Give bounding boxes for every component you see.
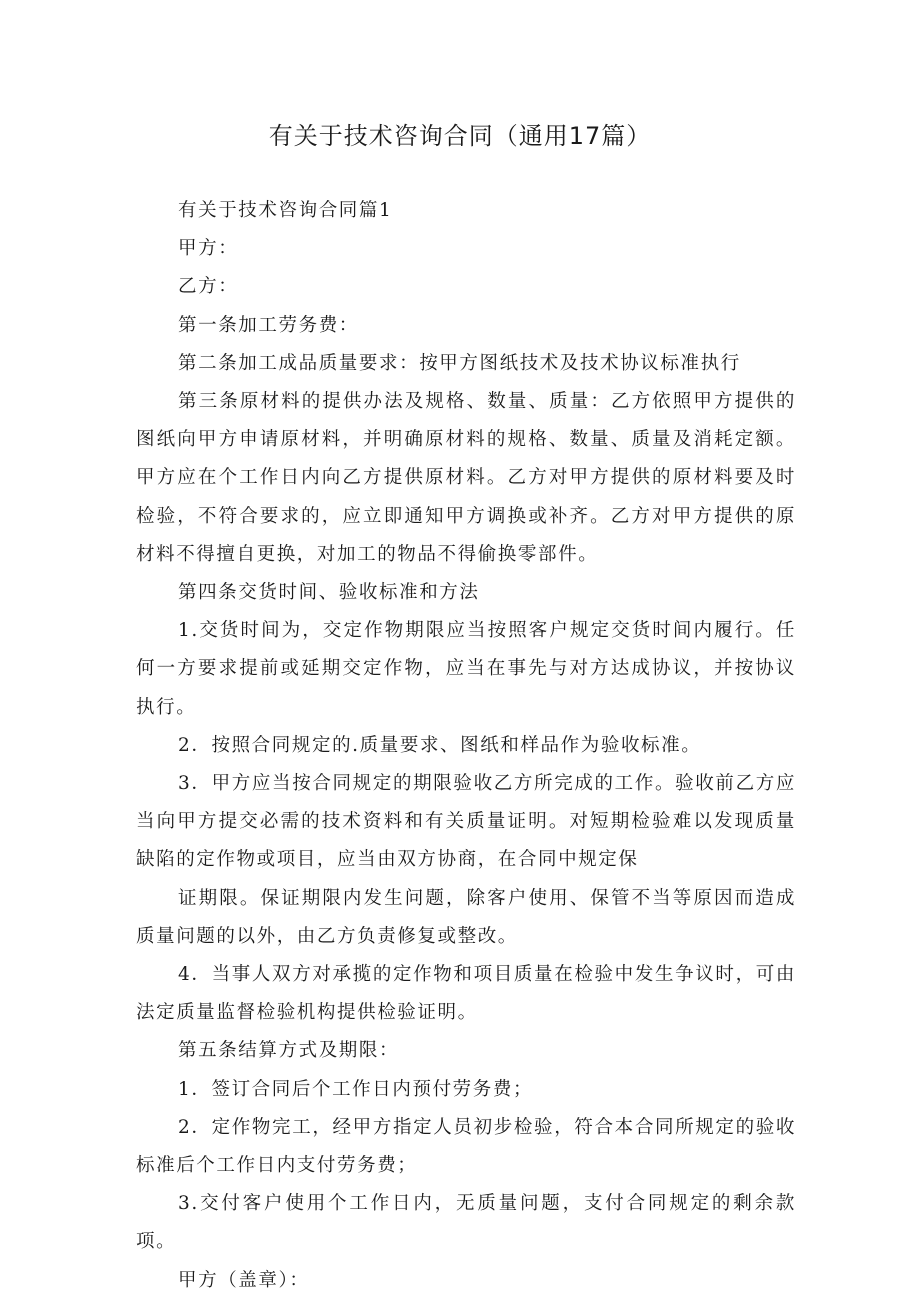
section-heading: 有关于技术咨询合同篇1 (178, 200, 393, 221)
party-a-seal-line: 甲方（盖章）： (178, 1269, 310, 1291)
document-body (136, 192, 796, 1300)
article-4-item-1: 1.交货时间为，交定作物期限应当按照客户规定交货时间内履行。任何一方要求提前或延期交定作物，应当在事先与对方达成协议，并按协议执行。 (136, 620, 796, 718)
article-5-item-2: 2．定作物完工，经甲方指定人员初步检验，符合本合同所规定的验收标准后个工作日内支付劳务费； (136, 1116, 796, 1177)
article-4-item-3-continued: 证期限。保证期限内发生问题，除客户使用、保管不当等原因而造成质量问题的以外，由乙方负责修复或整改。 (136, 887, 796, 947)
article-4-item-3: 3．甲方应当按合同规定的期限验收乙方所完成的工作。验收前乙方应当向甲方提交必需的技术资料和有关质量证明。对短期检验难以发现质量缺陷的定作物或项目，应当由双方协商，在合同中规定保 (136, 773, 796, 871)
party-b-line: 乙方： (178, 276, 239, 298)
article-5-item-1: 1．签订合同后个工作日内预付劳务费； (178, 1078, 534, 1100)
document-title: 有关于技术咨询合同（通用17篇） (268, 122, 652, 150)
article-1: 第一条加工劳务费： (178, 314, 359, 336)
article-5: 第五条结算方式及期限： (178, 1040, 400, 1062)
party-a-line: 甲方： (178, 238, 239, 260)
article-4: 第四条交货时间、验收标准和方法 (178, 582, 480, 604)
article-3: 第三条原材料的提供办法及规格、数量、质量：乙方依照甲方提供的图纸向甲方申请原材料，并明确原材料的规格、数量、质量及消耗定额。甲方应在个工作日内向乙方提供原材料。乙方对甲方提供的原材料要及时检验，不符合要求的，应立即通知甲方调换或补齐。乙方对甲方提供的原材料不得擅自更换，对加工的物品不得偷换零部件。 (136, 391, 796, 565)
article-2: 第二条加工成品质量要求：按甲方图纸技术及技术协议标准执行 (178, 352, 741, 374)
article-4-item-4: 4．当事人双方对承揽的定作物和项目质量在检验中发生争议时，可由法定质量监督检验机构提供检验证明。 (136, 964, 796, 1024)
article-4-item-2: 2．按照合同规定的.质量要求、图纸和样品作为验收标准。 (178, 734, 702, 756)
article-5-item-3: 3.交付客户使用个工作日内，无质量问题，支付合同规定的剩余款项。 (136, 1193, 796, 1253)
